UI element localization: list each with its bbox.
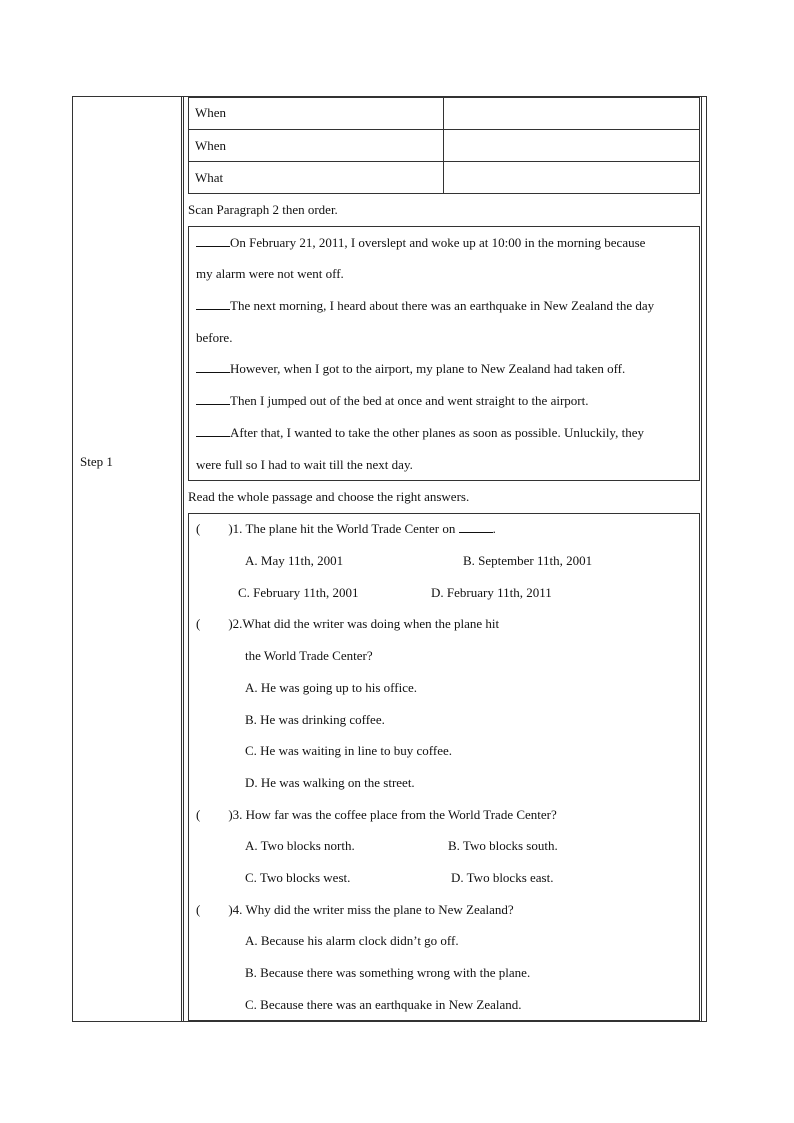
- question-stem: )1. The plane hit the World Trade Center on: [228, 521, 456, 536]
- question-2: [196, 616, 499, 632]
- option: A. He was going up to his office.: [245, 680, 417, 695]
- info-row-label: What: [195, 170, 224, 185]
- option: A. Because his alarm clock didn’t go off.: [245, 933, 459, 948]
- answer-paren[interactable]: (: [196, 807, 201, 822]
- order-item-text: Then I jumped out of the bed at once and went straight to the airport.: [230, 393, 589, 408]
- answer-blank[interactable]: [196, 298, 230, 310]
- column-divider-left: [181, 96, 182, 1022]
- info-row-label: When: [195, 138, 227, 153]
- order-item-text: After that, I wanted to take the other planes as soon as possible. Unluckily, they: [230, 425, 644, 440]
- question-1: [196, 521, 496, 537]
- option: C. Because there was an earthquake in New Zealand.: [245, 997, 522, 1012]
- column-divider-right: [701, 96, 702, 1022]
- answer-paren[interactable]: (: [196, 616, 201, 631]
- question-end: .: [492, 521, 496, 536]
- question-stem: )4. Why did the writer miss the plane to New Zealand?: [228, 902, 514, 917]
- option: D. Two blocks east.: [451, 870, 554, 885]
- question-4: [196, 902, 514, 918]
- answer-blank[interactable]: [196, 425, 230, 437]
- answer-blank[interactable]: [459, 521, 493, 533]
- order-instruction: Scan Paragraph 2 then order.: [188, 202, 338, 217]
- question-stem: )3. How far was the coffee place from the World Trade Center?: [228, 807, 557, 822]
- option: B. Because there was something wrong with the plane.: [245, 965, 531, 980]
- order-item: [196, 298, 654, 314]
- answer-paren[interactable]: (: [196, 521, 201, 536]
- order-item: [196, 393, 588, 409]
- order-item-text: The next morning, I heard about there was an earthquake in New Zealand the day: [230, 298, 655, 313]
- step-label: Step 1: [80, 454, 113, 469]
- option: B. Two blocks south.: [448, 838, 558, 853]
- option: C. Two blocks west.: [245, 870, 351, 885]
- order-item: [196, 361, 625, 377]
- option: D. February 11th, 2011: [431, 585, 552, 600]
- answer-blank[interactable]: [196, 361, 230, 373]
- option: B. September 11th, 2001: [463, 553, 593, 568]
- order-item-cont: were full so I had to wait till the next day.: [196, 457, 413, 472]
- info-row-label: When: [195, 105, 227, 120]
- question-3: [196, 807, 557, 823]
- answer-paren[interactable]: (: [196, 902, 201, 917]
- order-box: [188, 226, 700, 481]
- order-item-cont: my alarm were not went off.: [196, 266, 344, 281]
- info-row-value[interactable]: [444, 130, 699, 161]
- option: D. He was walking on the street.: [245, 775, 415, 790]
- answer-blank[interactable]: [196, 393, 230, 405]
- order-item-text: On February 21, 2011, I overslept and woke up at 10:00 in the morning because: [230, 235, 646, 250]
- option: A. May 11th, 2001: [245, 553, 344, 568]
- option: C. He was waiting in line to buy coffee.: [245, 743, 452, 758]
- info-row-value[interactable]: [444, 98, 699, 129]
- answer-blank[interactable]: [196, 235, 230, 247]
- order-item: [196, 235, 645, 251]
- option: C. February 11th, 2001: [238, 585, 359, 600]
- option: B. He was drinking coffee.: [245, 712, 385, 727]
- question-stem: )2.What did the writer was doing when the plane hit: [228, 616, 500, 631]
- option: A. Two blocks north.: [245, 838, 355, 853]
- question-stem-cont: the World Trade Center?: [245, 648, 373, 663]
- column-divider-left-double: [183, 96, 184, 1022]
- order-item-text: However, when I got to the airport, my plane to New Zealand had taken off.: [230, 361, 626, 376]
- order-item: [196, 425, 644, 441]
- order-item-cont: before.: [196, 330, 233, 345]
- choice-instruction: Read the whole passage and choose the right answers.: [188, 489, 470, 504]
- info-row-value[interactable]: [444, 162, 699, 193]
